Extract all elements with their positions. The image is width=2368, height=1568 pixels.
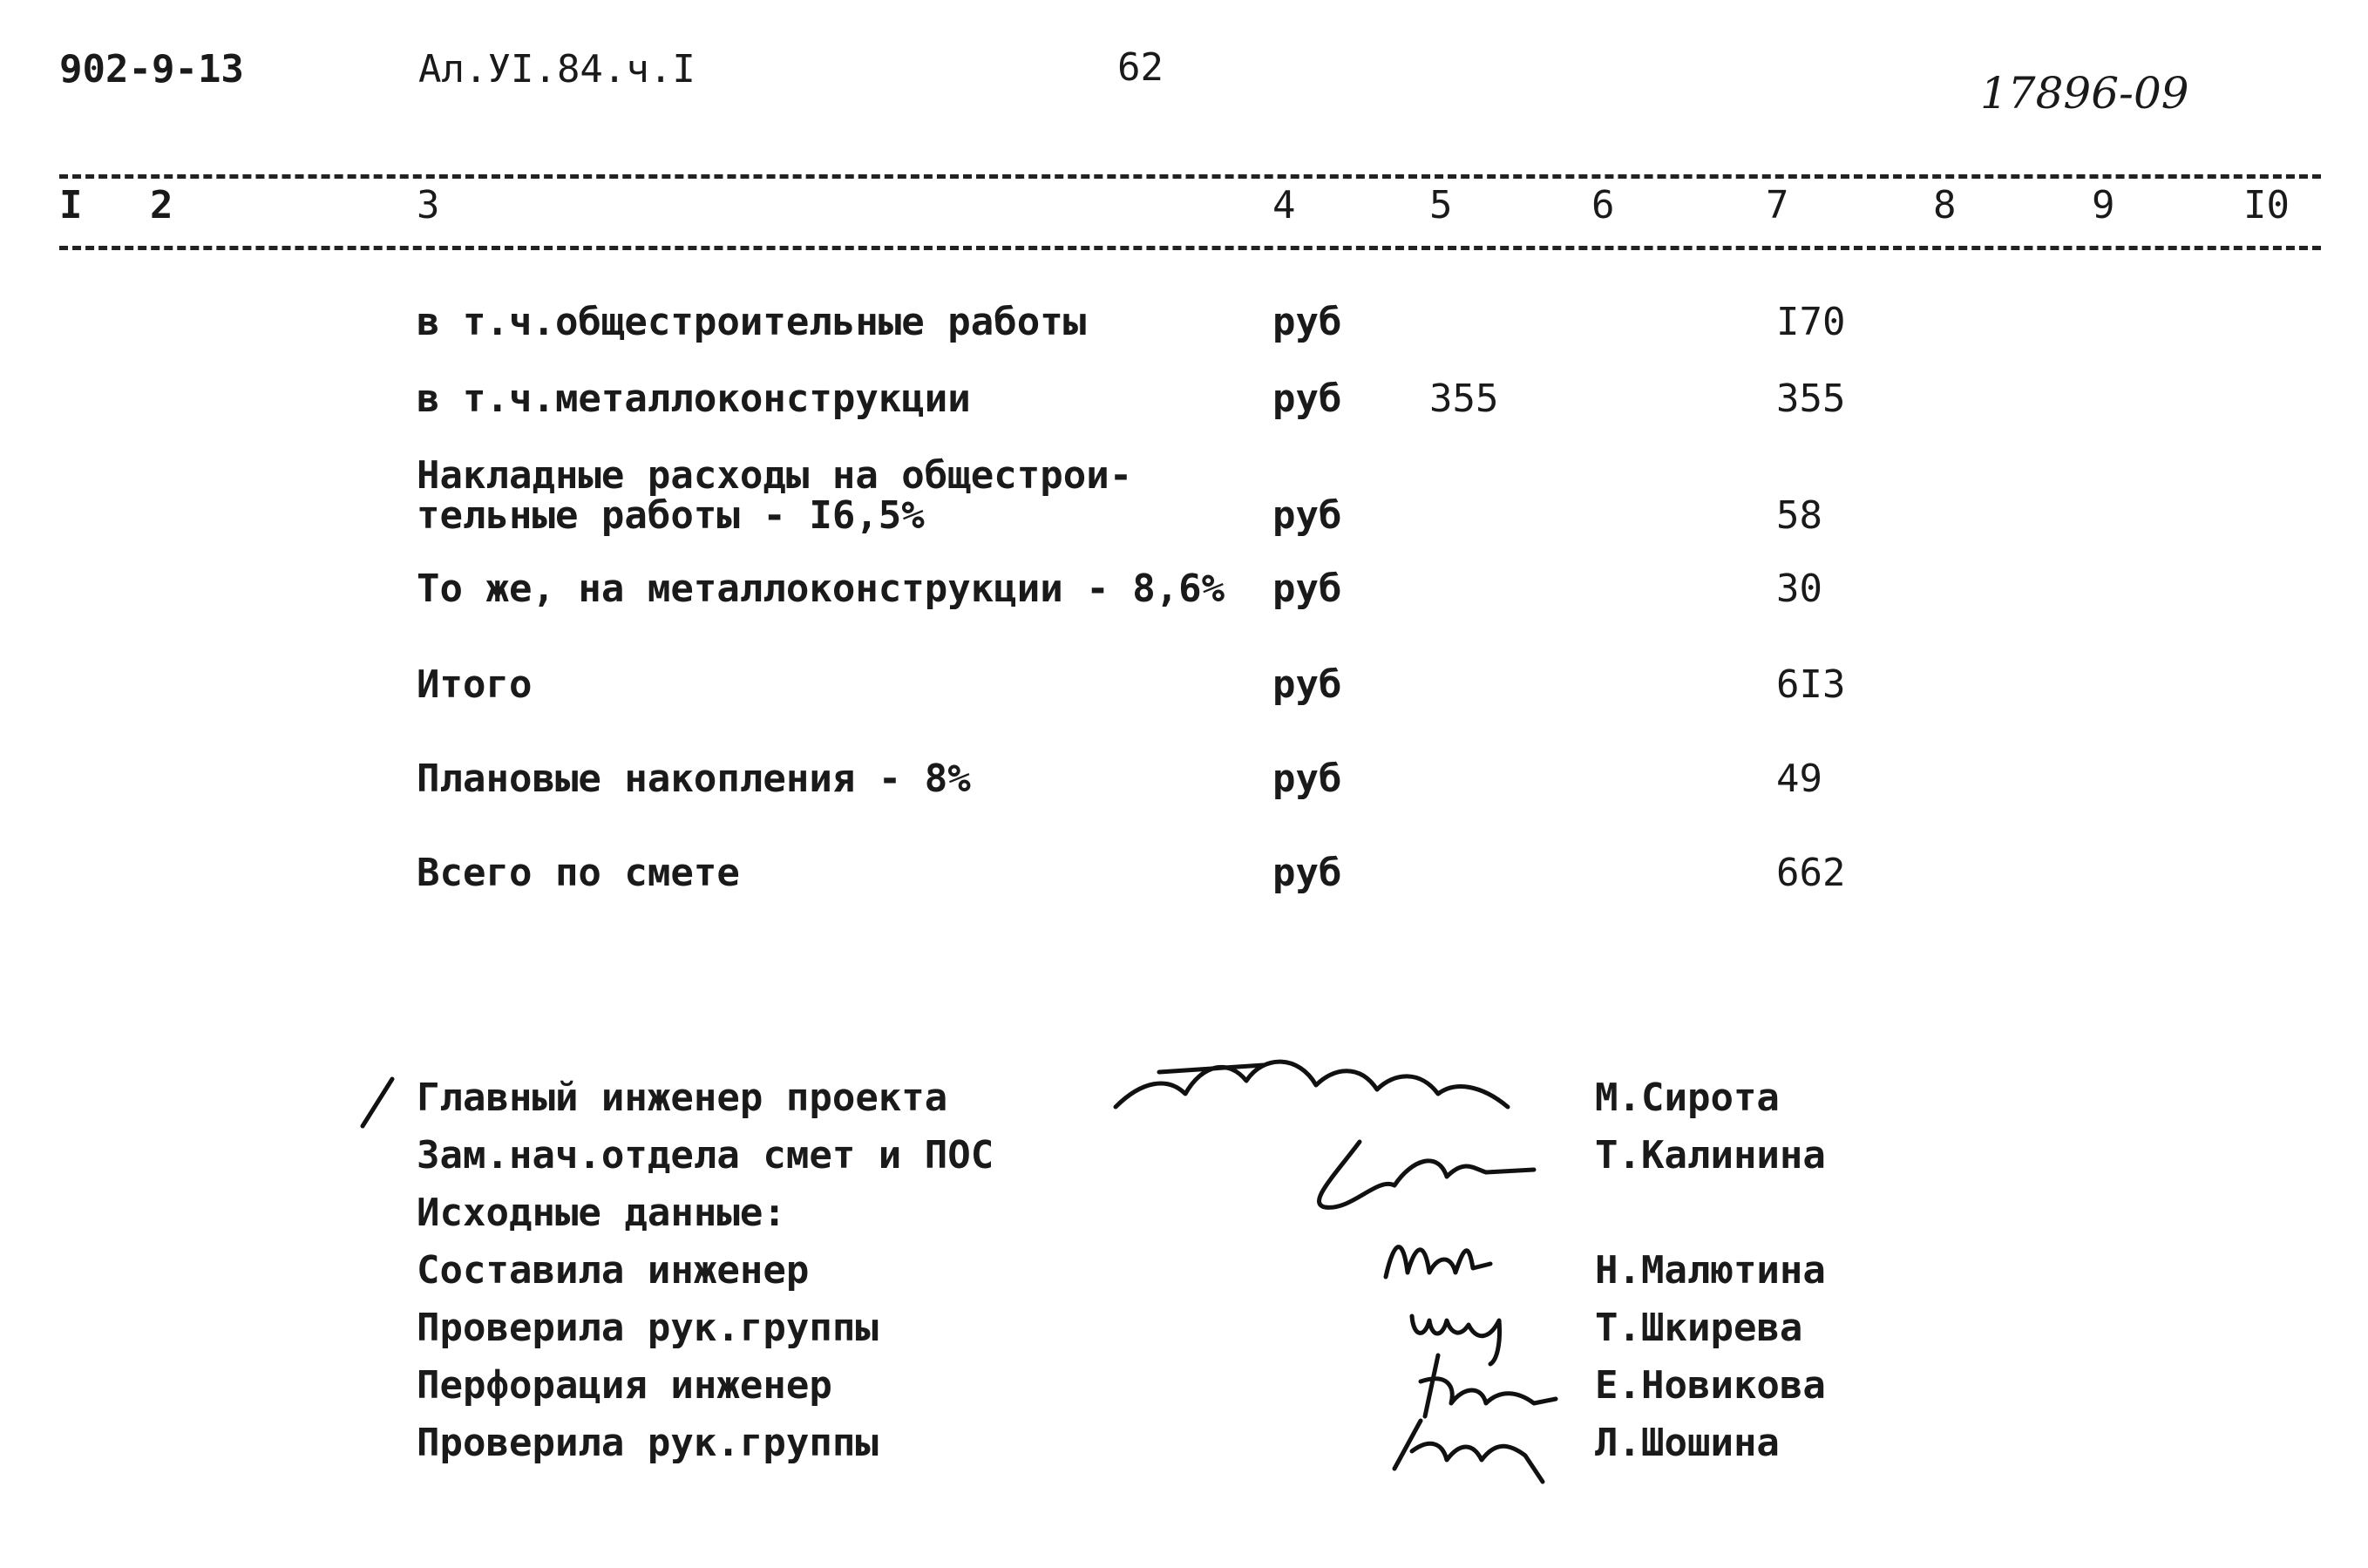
signature-role: Составила инженер xyxy=(417,1248,810,1293)
signature-role: Проверила рук.группы xyxy=(417,1421,879,1465)
signature-name: М.Сирота xyxy=(1595,1076,1780,1120)
header-top-rule xyxy=(59,174,2321,179)
signature-name: Н.Малютина xyxy=(1595,1248,1826,1293)
document-code: 902-9-13 xyxy=(59,47,244,92)
column-number-7: 7 xyxy=(1766,183,1789,227)
row-amount: I70 xyxy=(1776,300,1846,344)
signature-scribble-sirota xyxy=(1107,1046,1525,1133)
tick-mark xyxy=(357,1072,401,1133)
row-description: Всего по смете xyxy=(417,851,740,895)
row-unit: руб xyxy=(1272,757,1342,801)
column-number-4: 4 xyxy=(1272,183,1296,227)
column-number-8: 8 xyxy=(1933,183,1957,227)
row-description-line2: тельные работы - I6,5% xyxy=(417,493,925,538)
row-unit: руб xyxy=(1272,300,1342,344)
column-number-5: 5 xyxy=(1429,183,1453,227)
column-number-10: I0 xyxy=(2243,183,2290,227)
column-number-3: 3 xyxy=(417,183,440,227)
row-description-line1: Накладные расходы на общестрои- xyxy=(417,453,1133,498)
row-description: То же, на металлоконструкции - 8,6% xyxy=(417,567,1225,611)
row-amount: 355 xyxy=(1776,377,1846,421)
row-amount: 30 xyxy=(1776,567,1822,611)
signature-name: Е.Новикова xyxy=(1595,1363,1826,1408)
row-col5-value: 355 xyxy=(1429,377,1499,421)
row-unit: руб xyxy=(1272,662,1342,707)
signature-scribble-shoshina xyxy=(1386,1403,1569,1490)
row-description: Итого xyxy=(417,662,533,707)
header-bottom-rule xyxy=(59,246,2321,250)
signature-scribble-kalinina xyxy=(1299,1124,1543,1220)
row-amount: 58 xyxy=(1776,493,1822,538)
column-number-6: 6 xyxy=(1591,183,1615,227)
column-number-9: 9 xyxy=(2092,183,2115,227)
signature-role: Проверила рук.группы xyxy=(417,1306,879,1350)
album-reference: Ал.УI.84.ч.I xyxy=(418,47,695,92)
signature-role: Перфорация инженер xyxy=(417,1363,832,1408)
signature-name: Л.Шошина xyxy=(1595,1421,1780,1465)
handwritten-number: 17896-09 xyxy=(1980,68,2189,119)
signature-role: Зам.нач.отдела смет и ПОС xyxy=(417,1133,994,1178)
signature-scribble-malyutina xyxy=(1377,1229,1516,1290)
signature-name: Т.Шкирева xyxy=(1595,1306,1803,1350)
signature-role: Исходные данные: xyxy=(417,1191,786,1235)
row-unit: руб xyxy=(1272,493,1342,538)
column-number-2: 2 xyxy=(150,183,173,227)
column-number-1: I xyxy=(59,183,83,227)
row-description: в т.ч.металлоконструкции xyxy=(417,377,971,421)
row-description: в т.ч.общестроительные работы xyxy=(417,300,1087,344)
row-unit: руб xyxy=(1272,567,1342,611)
page-number: 62 xyxy=(1117,45,1164,90)
signature-role: Главный инженер проекта xyxy=(417,1076,948,1120)
row-amount: 49 xyxy=(1776,757,1822,801)
row-unit: руб xyxy=(1272,377,1342,421)
signature-name: Т.Калинина xyxy=(1595,1133,1826,1178)
row-amount: 6I3 xyxy=(1776,662,1846,707)
row-amount: 662 xyxy=(1776,851,1846,895)
row-description: Плановые накопления - 8% xyxy=(417,757,971,801)
row-unit: руб xyxy=(1272,851,1342,895)
